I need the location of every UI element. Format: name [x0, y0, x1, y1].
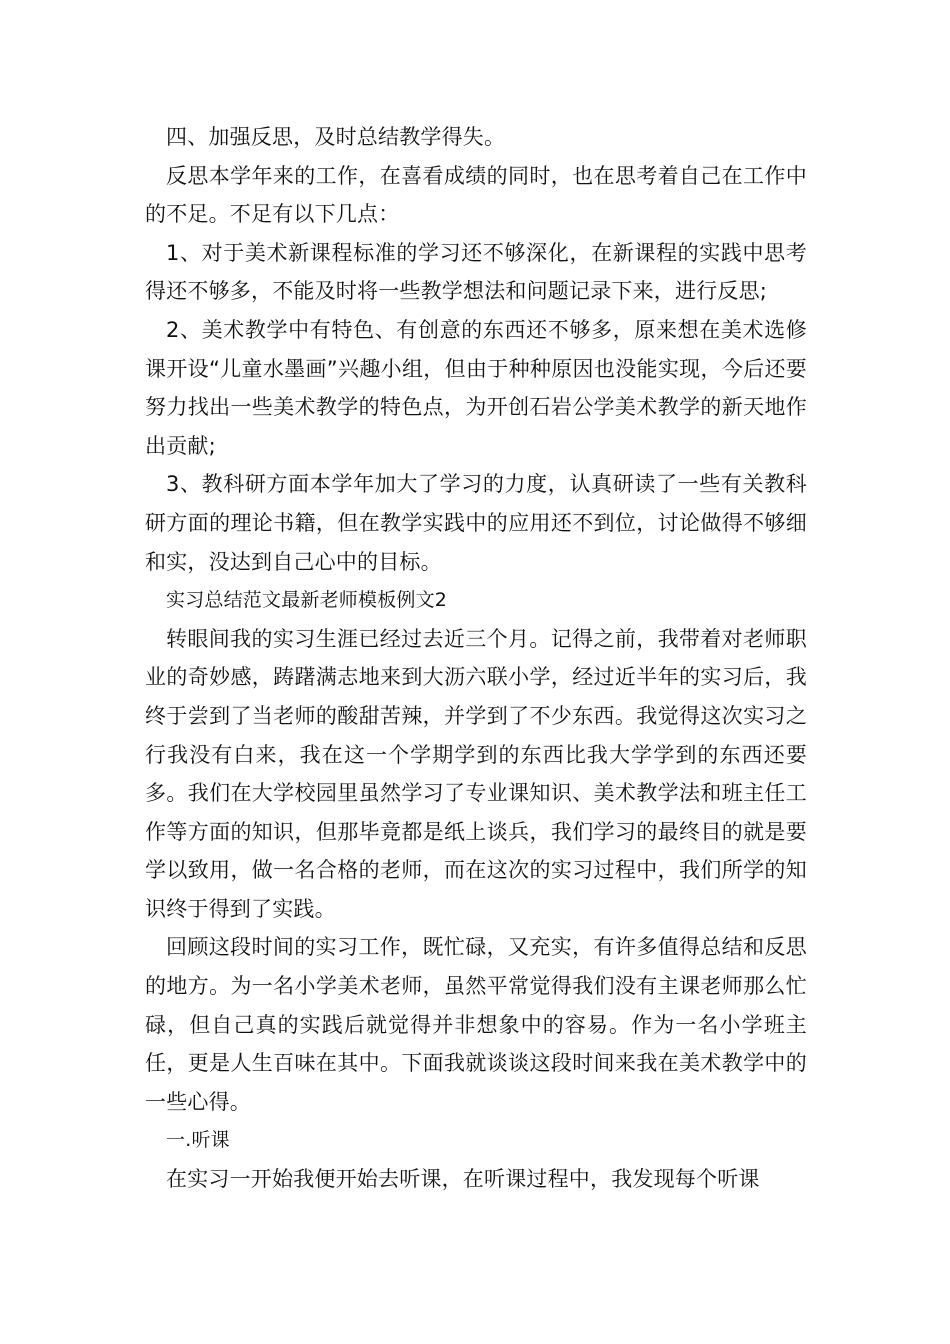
section-heading-reflection: 四、加强反思，及时总结教学得失。 — [166, 125, 506, 149]
list-item: 3、教科研方面本学年加大了学习的力度，认真研读了一些有关教科研方面的理论书籍，但在教学实践中的应用还不到位，讨论做得不够细和实，没达到自己心中的目标。 — [145, 472, 807, 574]
paragraph: 反思本学年来的工作，在喜看成绩的同时，也在思考着自己在工作中的不足。不足有以下几点： — [145, 163, 807, 227]
paragraph: 转眼间我的实习生涯已经过去近三个月。记得之前，我带着对老师职业的奇妙感，踌躇满志地来到大沥六联小学，经过近半年的实习后，我终于尝到了当老师的酸甜苦辣，并学到了不少东西。我觉得这次实习之行我没有白来，我在这一个学期学到的东西比我大学学到的东西还要多。我们在大学校园里虽然学习了专业课知识、美术教学法和班主任工作等方面的知识，但那毕竟都是纸上谈兵，我们学习的最终目的就是要学以致用，做一名合格的老师，而在这次的实习过程中，我们所学的知识终于得到了实践。 — [145, 626, 807, 921]
document-body — [145, 118, 807, 1199]
section-heading-lecture: 一.听课 — [166, 1129, 230, 1152]
list-item: 2、美术教学中有特色、有创意的东西还不够多，原来想在美术选修课开设“儿童水墨画”兴趣小组，但由于种种原因也没能实现，今后还要努力找出一些美术教学的特色点，为开创石岩公学美术教学的新天地作出贡献; — [145, 317, 807, 458]
paragraph: 在实习一开始我便开始去听课，在听课过程中，我发现每个听课 — [166, 1167, 760, 1192]
list-item: 1、对于美术新课程标准的学习还不够深化，在新课程的实践中思考得还不够多，不能及时将一些教学想法和问题记录下来，进行反思; — [145, 240, 807, 304]
article-subtitle: 实习总结范文最新老师模板例文2 — [166, 589, 448, 612]
paragraph: 回顾这段时间的实习工作，既忙碌，又充实，有许多值得总结和反思的地方。为一名小学美术老师，虽然平常觉得我们没有主课老师那么忙碌，但自己真的实践后就觉得并非想象中的容易。作为一名小学班主任，更是人生百味在其中。下面我就谈谈这段时间来我在美术教学中的一些心得。 — [145, 935, 807, 1114]
